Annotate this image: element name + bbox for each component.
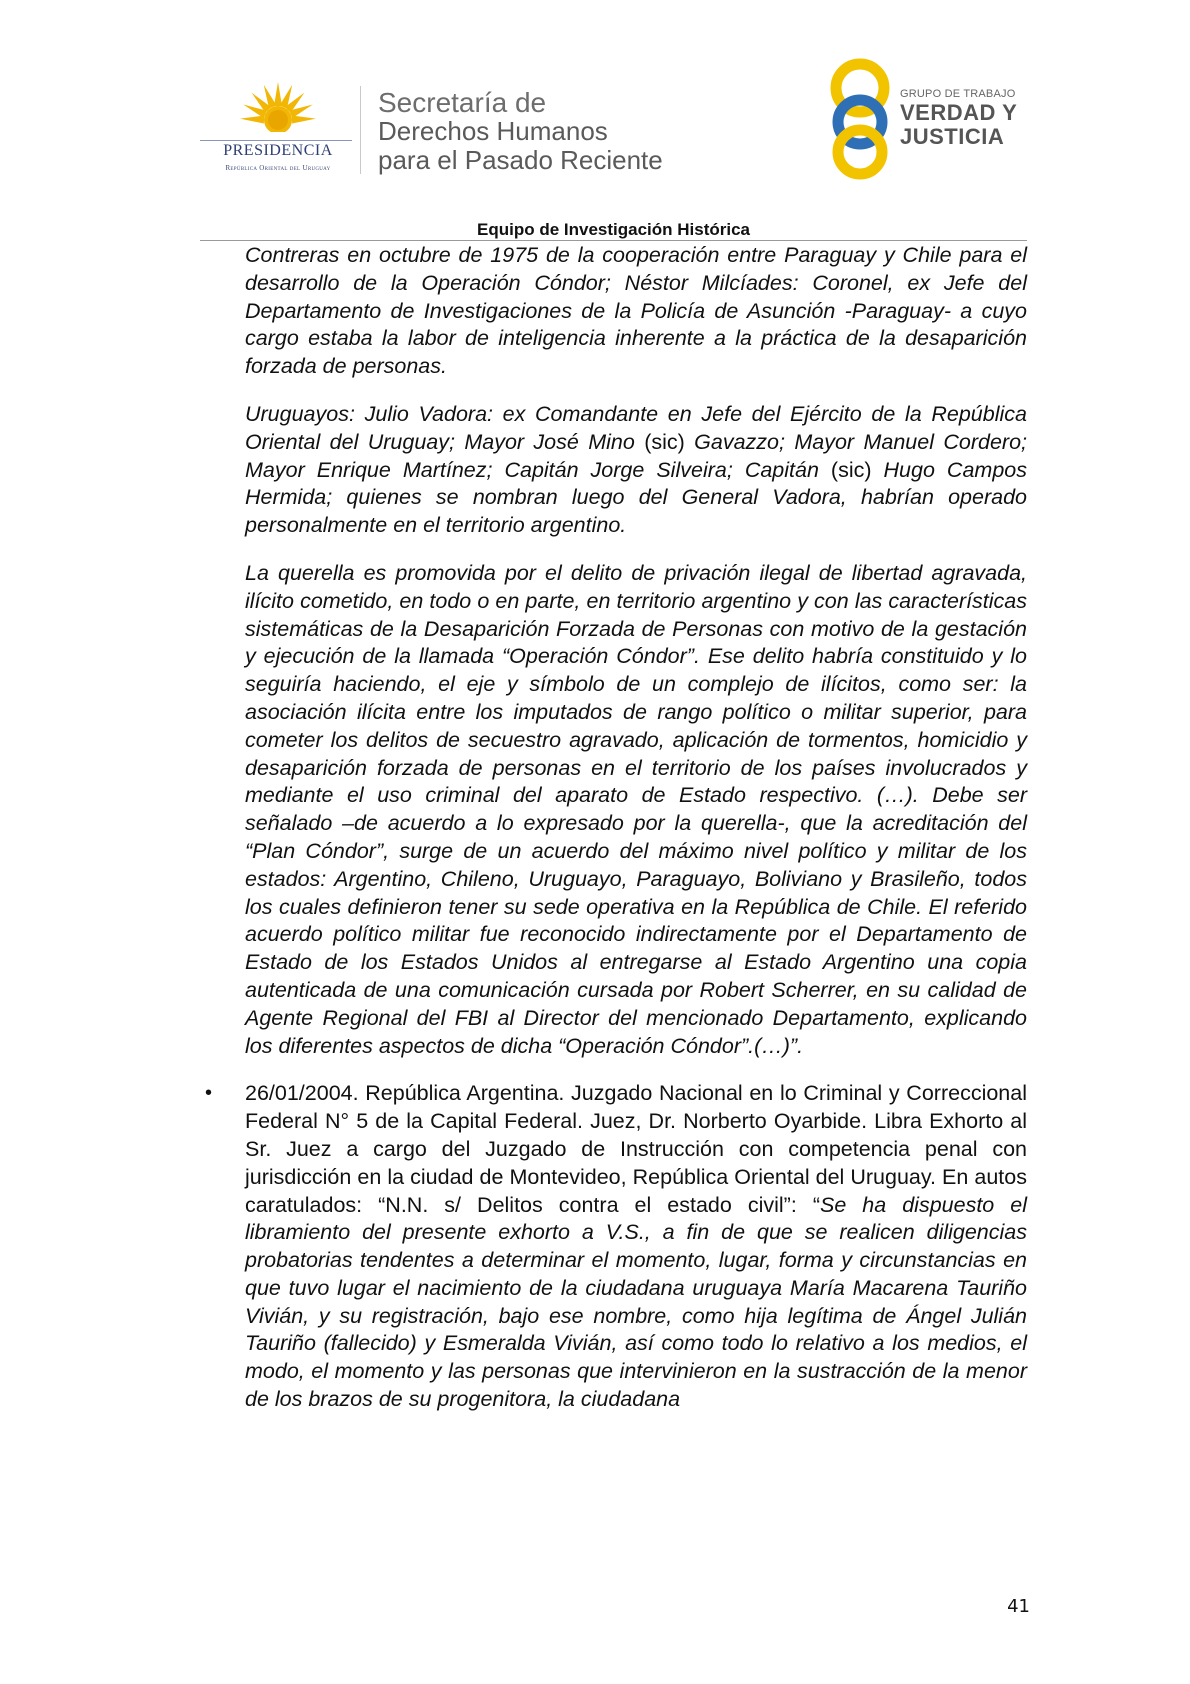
paragraph-2-part-1: Uruguayos: Julio Vadora: ex Comandante en Jefe del Ejército de la República Oriental del Uruguay; Mayor José Mino (245, 401, 1027, 454)
page-number: 41 (1007, 1596, 1030, 1617)
presidencia-title: PRESIDENCIA (223, 142, 333, 159)
header-rule (200, 240, 1027, 241)
verdad-justicia-logo (824, 56, 1044, 180)
paragraph-1: Contreras en octubre de 1975 de la cooperación entre Paraguay y Chile para el desarrollo de la Operación Cóndor; Néstor Milcíades: Coronel, ex Jefe del Departamento de Investigaciones de la Policía de Asunción -Paraguay- a cuyo cargo estaba la labor de inteligencia inherente a la práctica de la desaparición forzada de personas. (245, 243, 1027, 379)
bullet-text-italic: Se ha dispuesto el libramiento del presente exhorto a V.S., a fin de que se realicen diligencias probatorias tendentes a determinar el momento, lugar, forma y circunstancias en que tuvo lugar el nacimiento de la ciudadana uruguaya María Macarena Tauriño Vivián, y su registración, bajo ese nombre, como hija legítima de Ángel Julián Tauriño (fallecido) y Esmeralda Vivián, así como todo lo relativo a los medios, el modo, el momento y las personas que intervinieron en la sustracción de la menor de los brazos de su progenitora, la ciudadana (245, 1192, 1027, 1412)
interlocked-rings-icon (824, 56, 896, 180)
document-body (205, 242, 1028, 1434)
team-title: Equipo de Investigación Histórica (477, 220, 750, 239)
presidencia-subtitle: República Oriental del Uruguay (225, 164, 331, 172)
paragraph-2-part-3: Hugo Campos Hermida; quienes se nombran luego del General Vadora, habrían operado personalmente en el territorio argentino. (245, 457, 1027, 538)
sic-note-1: (sic) (634, 429, 695, 454)
bullet-item (205, 1080, 1027, 1414)
secretaria-line-1: Secretaría de (378, 87, 547, 118)
bullet-marker: • (205, 1082, 213, 1105)
vyj-justicia-text: JUSTICIA (900, 124, 1005, 149)
vyj-verdad-text: VERDAD Y (900, 100, 1018, 125)
presidencia-rule (200, 140, 352, 141)
sic-note-2: (sic) (818, 457, 884, 482)
paragraph-2-part-2: Gavazzo; Mayor Manuel Cordero; Mayor Enrique Martínez; Capitán Jorge Silveira; Capitán (245, 429, 1028, 482)
secretaria-logo-text (378, 88, 718, 175)
paragraph-2 (245, 401, 1027, 540)
secretaria-line-3: para el Pasado Reciente (378, 145, 663, 175)
vyj-grupo-text: GRUPO DE TRABAJO (900, 88, 1016, 100)
presidencia-logo (198, 76, 358, 186)
bullet-text-plain: 26/01/2004. República Argentina. Juzgado Nacional en lo Criminal y Correccional Federal N° 5 de la Capital Federal. Juez, Dr. Norberto Oyarbide. Libra Exhorto al Sr. Juez a cargo del Juzgado de Instrucción con competencia penal con jurisdicción en la ciudad de Montevideo, República Oriental del Uruguay. En autos caratulados: “N.N. s/ Delitos contra el estado civil”: “ (245, 1081, 1027, 1217)
sun-emblem-icon (226, 76, 330, 140)
secretaria-line-2: Derechos Humanos (378, 116, 608, 146)
paragraph-3: La querella es promovida por el delito de privación ilegal de libertad agravada, ilícito cometido, en todo o en parte, en territorio argentino y con las características sistemáticas de la Desaparición Forzada de Personas con motivo de la gestación y ejecución de la llamada “Operación Cóndor”. Ese delito habría constituido y lo seguiría haciendo, el eje y símbolo de un complejo de ilícitos, como ser: la asociación ilícita entre los imputados de rango político o militar superior, para cometer los delitos de secuestro agravado, aplicación de tormentos, homicidio y desaparición forzada de personas en el territorio de los países involucrados y mediante el uso criminal del aparato de Estado respectivo. (…). Debe ser señalado –de acuerdo a lo expresado por la querella-, que la acreditación del “Plan Cóndor”, surge de un acuerdo del máximo nivel político y militar de los estados: Argentino, Chileno, Uruguayo, Paraguayo, Boliviano y Brasileño, todos los cuales definieron tener su sede operativa en la República de Chile. El referido acuerdo político militar fue reconocido indirectamente por el Departamento de Estado de los Estados Unidos al entregarse al Estado Argentino una copia autenticada de una comunicación cursada por Robert Scherrer, en su calidad de Agente Regional del FBI al Director del mencionado Departamento, explicando los diferentes aspectos de dicha “Operación Cóndor”.(…)”. (245, 560, 1027, 1058)
header-divider (360, 86, 361, 174)
page-header (0, 0, 1190, 240)
